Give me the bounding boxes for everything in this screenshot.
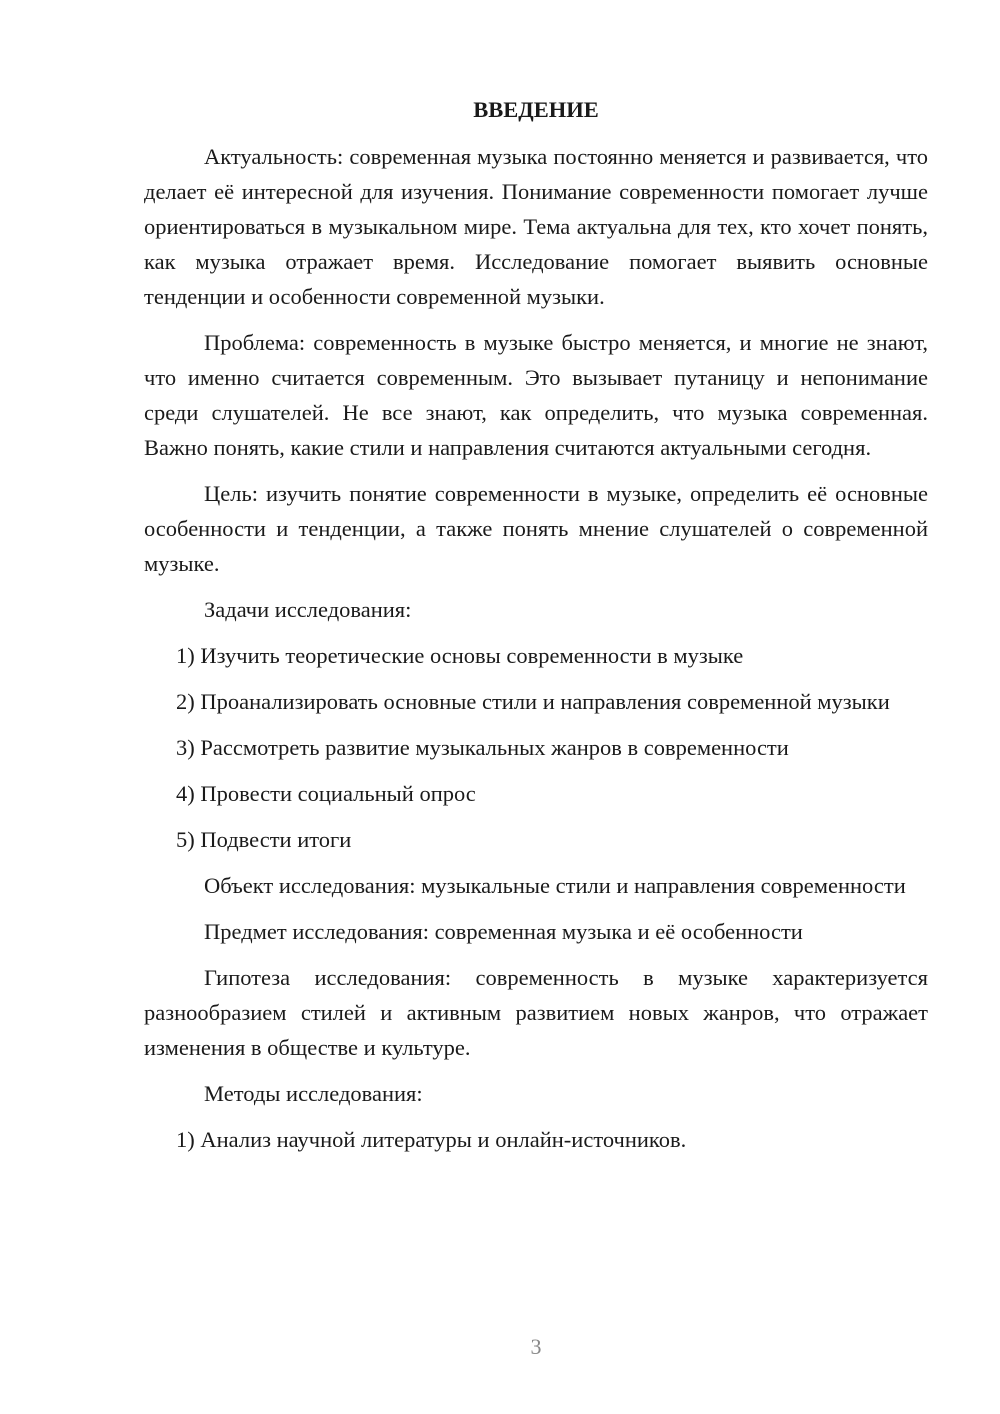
object-paragraph: Объект исследования: музыкальные стили и направления современности	[204, 873, 906, 898]
hypothesis-paragraph: Гипотеза исследования: современность в музыке характеризуется разнообразием стилей и активным развитием новых жанров, что отражает изменения в обществе и культуре.	[144, 965, 928, 1060]
page-number: 3	[530, 1334, 542, 1359]
task-item-4: 4) Провести социальный опрос	[176, 781, 476, 806]
section-heading: ВВЕДЕНИЕ	[473, 97, 599, 122]
tasks-label: Задачи исследования:	[204, 597, 412, 622]
problem-paragraph: Проблема: современность в музыке быстро меняется, и многие не знают, что именно считается современным. Это вызывает путаницу и непонимание среди слушателей. Не все знают, как определить, что музыка современная. Важно понять, какие стили и направления считаются актуальными сегодня.	[144, 330, 928, 460]
task-item-2: 2) Проанализировать основные стили и направления современной музыки	[176, 689, 890, 714]
goal-paragraph: Цель: изучить понятие современности в музыке, определить её основные особенности и тенденции, а также понять мнение слушателей о современной музыке.	[144, 481, 928, 576]
method-item-1: 1) Анализ научной литературы и онлайн-источников.	[176, 1127, 687, 1152]
task-item-1: 1) Изучить теоретические основы современности в музыке	[176, 643, 744, 668]
methods-label: Методы исследования:	[204, 1081, 423, 1106]
task-item-5: 5) Подвести итоги	[176, 827, 352, 852]
task-item-3: 3) Рассмотреть развитие музыкальных жанров в современности	[176, 735, 789, 760]
relevance-paragraph: Актуальность: современная музыка постоянно меняется и развивается, что делает её интересной для изучения. Понимание современности помогает лучше ориентироваться в музыкальном мире. Тема актуальна для тех, кто хочет понять, как музыка отражает время. Исследование помогает выявить основные тенденции и особенности современной музыки.	[144, 144, 928, 309]
subject-paragraph: Предмет исследования: современная музыка и её особенности	[204, 919, 803, 944]
document-page	[144, 92, 928, 1168]
